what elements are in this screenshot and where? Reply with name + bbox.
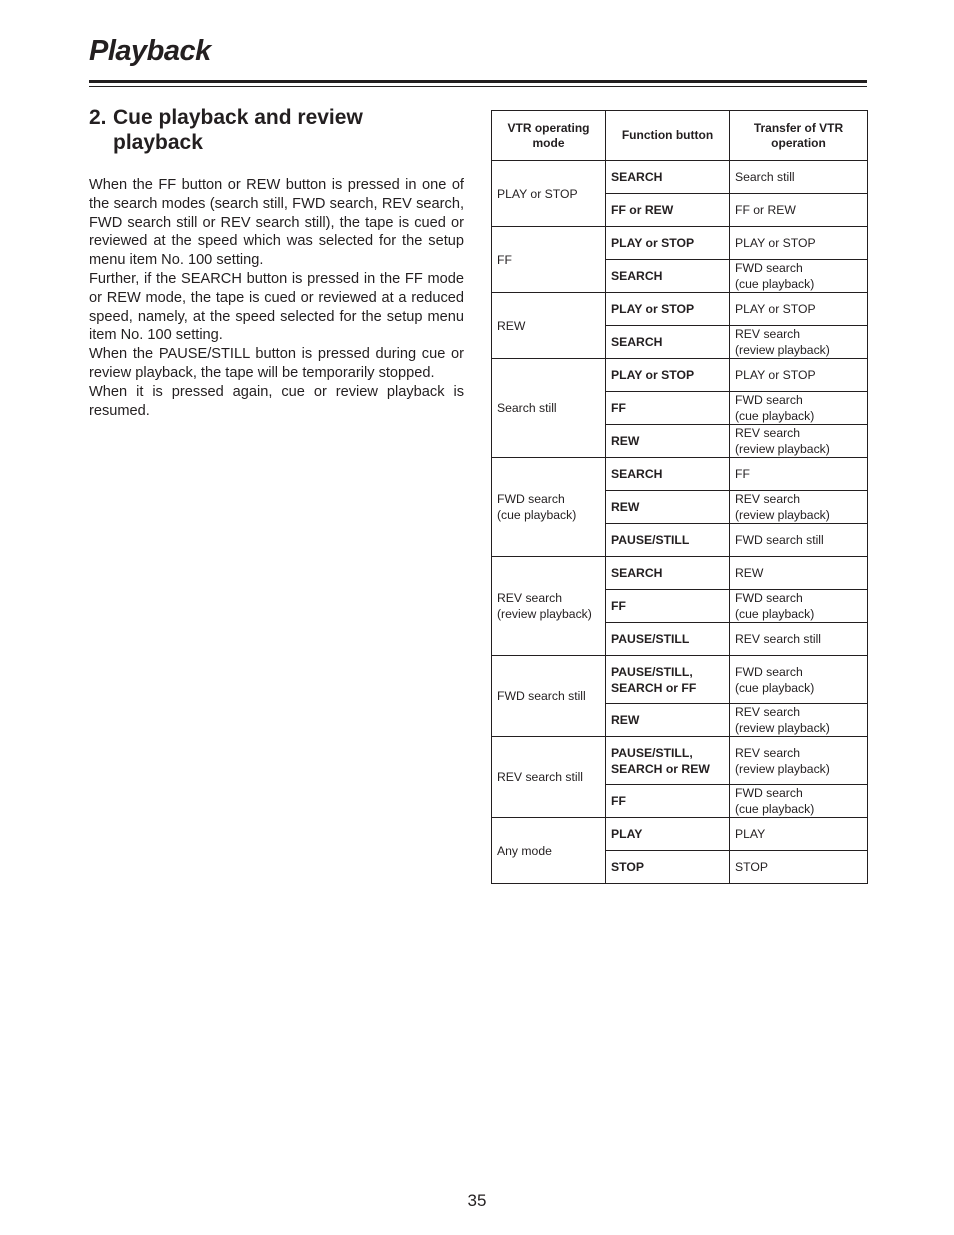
function-button-cell: PLAY	[606, 818, 730, 851]
body-text	[89, 176, 464, 420]
section-number: 2.	[89, 106, 107, 129]
header-vtr-mode: VTR operating mode	[492, 111, 606, 161]
transfer-cell: REV search (review playback)	[730, 491, 868, 524]
table-row	[492, 458, 868, 491]
function-button-cell: FF	[606, 785, 730, 818]
header-transfer: Transfer of VTR operation	[730, 111, 868, 161]
function-button-cell: SEARCH	[606, 161, 730, 194]
function-button-cell: PAUSE/STILL, SEARCH or REW	[606, 737, 730, 785]
paragraph: When it is pressed again, cue or review playback is resumed.	[89, 383, 464, 419]
vtr-mode-cell: FWD search (cue playback)	[492, 458, 606, 557]
transfer-cell: REV search (review playback)	[730, 704, 868, 737]
paragraph: When the PAUSE/STILL button is pressed during cue or review playback, the tape will be temporarily stopped.	[89, 346, 464, 381]
table-row	[492, 359, 868, 392]
vtr-mode-cell: FWD search still	[492, 656, 606, 737]
vtr-mode-cell: FF	[492, 227, 606, 293]
header-function-button: Function button	[606, 111, 730, 161]
function-button-cell: SEARCH	[606, 557, 730, 590]
table-row	[492, 557, 868, 590]
vtr-mode-cell: REV search still	[492, 737, 606, 818]
paragraph: When the FF button or REW button is pressed in one of the search modes (search still, FWD search, REV search, FWD search still or REV search still), the tape is cued or reviewed at the speed which was selected for the setup menu item No. 100 setting.	[89, 177, 464, 269]
page-number: 35	[467, 1191, 487, 1210]
title-rule-thin	[89, 86, 867, 87]
title-rule	[89, 80, 867, 83]
transfer-cell: PLAY	[730, 818, 868, 851]
transfer-cell: REW	[730, 557, 868, 590]
function-button-cell: REW	[606, 425, 730, 458]
function-button-cell: SEARCH	[606, 326, 730, 359]
transfer-cell: PLAY or STOP	[730, 293, 868, 326]
function-button-cell: REW	[606, 491, 730, 524]
vtr-mode-cell: Any mode	[492, 818, 606, 884]
function-button-cell: PAUSE/STILL	[606, 623, 730, 656]
transfer-cell: PLAY or STOP	[730, 227, 868, 260]
section-heading	[89, 105, 469, 155]
transfer-cell: FWD search (cue playback)	[730, 392, 868, 425]
table-header-row	[492, 111, 868, 161]
table-row	[492, 737, 868, 785]
function-button-cell: PLAY or STOP	[606, 359, 730, 392]
vtr-mode-cell: REW	[492, 293, 606, 359]
function-button-cell: PLAY or STOP	[606, 293, 730, 326]
transfer-cell: STOP	[730, 851, 868, 884]
transfer-cell: FWD search (cue playback)	[730, 260, 868, 293]
function-button-cell: PAUSE/STILL	[606, 524, 730, 557]
table-row	[492, 227, 868, 260]
transfer-cell: FWD search (cue playback)	[730, 590, 868, 623]
function-button-cell: REW	[606, 704, 730, 737]
function-button-cell: SEARCH	[606, 260, 730, 293]
transfer-cell: REV search (review playback)	[730, 326, 868, 359]
table-row	[492, 818, 868, 851]
table-row	[492, 656, 868, 704]
function-button-cell: SEARCH	[606, 458, 730, 491]
section-title-line2: playback	[113, 131, 203, 154]
transfer-cell: FWD search still	[730, 524, 868, 557]
function-button-cell: PLAY or STOP	[606, 227, 730, 260]
transfer-cell: Search still	[730, 161, 868, 194]
function-button-cell: FF	[606, 392, 730, 425]
vtr-mode-cell: PLAY or STOP	[492, 161, 606, 227]
vtr-mode-cell: Search still	[492, 359, 606, 458]
function-button-cell: FF	[606, 590, 730, 623]
vtr-operation-table	[491, 110, 868, 884]
section-title-line1: Cue playback and review	[113, 106, 363, 129]
transfer-cell: REV search (review playback)	[730, 425, 868, 458]
table-body	[492, 161, 868, 884]
transfer-cell: REV search still	[730, 623, 868, 656]
transfer-cell: REV search (review playback)	[730, 737, 868, 785]
function-button-cell: FF or REW	[606, 194, 730, 227]
transfer-cell: FF	[730, 458, 868, 491]
table-row	[492, 293, 868, 326]
transfer-cell: FWD search (cue playback)	[730, 656, 868, 704]
paragraph: Further, if the SEARCH button is pressed in the FF mode or REW mode, the tape is cued or reviewed at a reduced speed, namely, at the speed selected for the setup menu item No. 100 setting.	[89, 270, 464, 344]
transfer-cell: FWD search (cue playback)	[730, 785, 868, 818]
page-title: Playback	[89, 35, 211, 67]
table-row	[492, 161, 868, 194]
transfer-cell: FF or REW	[730, 194, 868, 227]
vtr-mode-cell: REV search (review playback)	[492, 557, 606, 656]
function-button-cell: STOP	[606, 851, 730, 884]
function-button-cell: PAUSE/STILL, SEARCH or FF	[606, 656, 730, 704]
transfer-cell: PLAY or STOP	[730, 359, 868, 392]
